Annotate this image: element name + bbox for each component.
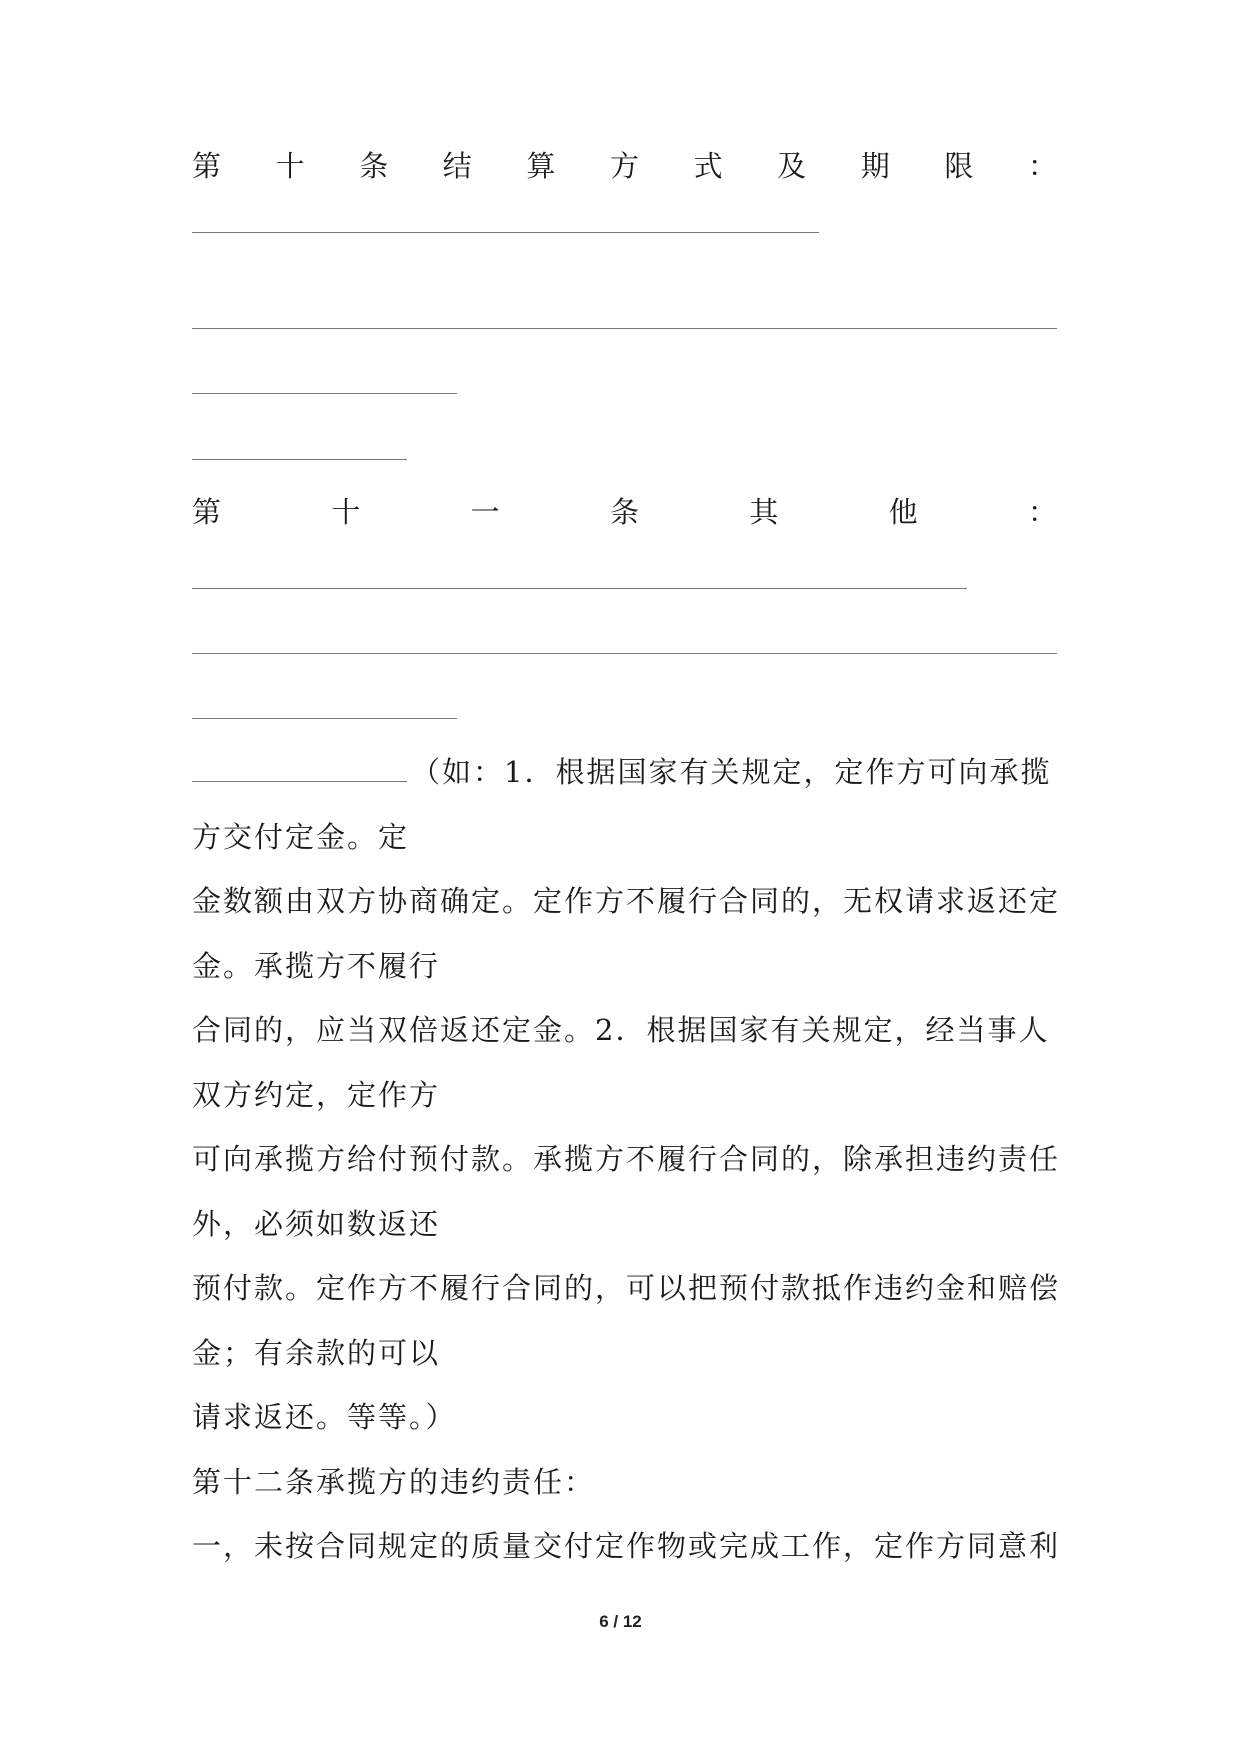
heading-char: 算 bbox=[526, 149, 556, 183]
heading-char: ： bbox=[1027, 495, 1057, 529]
article-12-heading: 第十二条承揽方的违约责任： bbox=[192, 1465, 596, 1499]
heading-char: 十 bbox=[275, 149, 305, 183]
heading-char: 其 bbox=[749, 495, 779, 529]
body-line: 方交付定金。定 bbox=[192, 820, 410, 854]
body-line: 一，未按合同规定的质量交付定作物或完成工作，定作方同意利 bbox=[192, 1529, 1061, 1563]
blank-line bbox=[192, 459, 407, 460]
heading-char: 期 bbox=[860, 149, 890, 183]
heading-char: 限 bbox=[944, 149, 974, 183]
body-text: （如：1．根据国家有关规定，定作方可向承揽 bbox=[411, 755, 1052, 789]
heading-char: 第 bbox=[192, 149, 222, 183]
heading-char: 条 bbox=[359, 149, 389, 183]
body-line: 金数额由双方协商确定。定作方不履行合同的，无权请求返还定 bbox=[192, 884, 1061, 918]
body-line: 可向承揽方给付预付款。承揽方不履行合同的，除承担违约责任 bbox=[192, 1142, 1061, 1176]
heading-char: 式 bbox=[693, 149, 723, 183]
heading-char: 十 bbox=[331, 495, 361, 529]
article-10-heading bbox=[192, 146, 1057, 186]
blank-line bbox=[192, 328, 1057, 329]
blank-line bbox=[192, 232, 819, 233]
heading-char: 条 bbox=[609, 495, 639, 529]
heading-char: 方 bbox=[609, 149, 639, 183]
blank-line bbox=[192, 718, 457, 719]
blank-line bbox=[192, 653, 1057, 654]
heading-char: 一 bbox=[470, 495, 500, 529]
heading-char: ： bbox=[1027, 149, 1057, 183]
body-line: 合同的，应当双倍返还定金。2．根据国家有关规定，经当事人 bbox=[192, 1013, 1050, 1047]
body-line bbox=[192, 752, 1051, 792]
blank-line bbox=[192, 588, 967, 589]
body-line: 请求返还。等等。） bbox=[192, 1400, 457, 1434]
blank-line bbox=[192, 393, 457, 394]
body-line: 金；有余款的可以 bbox=[192, 1336, 441, 1370]
heading-char: 他 bbox=[888, 495, 918, 529]
inline-blank-line bbox=[192, 755, 407, 782]
body-line: 外，必须如数返还 bbox=[192, 1207, 441, 1241]
body-line: 双方约定，定作方 bbox=[192, 1078, 441, 1112]
body-line: 预付款。定作方不履行合同的，可以把预付款抵作违约金和赔偿 bbox=[192, 1271, 1061, 1305]
heading-char: 第 bbox=[192, 495, 222, 529]
heading-char: 结 bbox=[442, 149, 472, 183]
body-line: 金。承揽方不履行 bbox=[192, 949, 441, 983]
article-11-heading bbox=[192, 492, 1057, 532]
heading-char: 及 bbox=[777, 149, 807, 183]
page-number: 6 / 12 bbox=[599, 1612, 642, 1631]
